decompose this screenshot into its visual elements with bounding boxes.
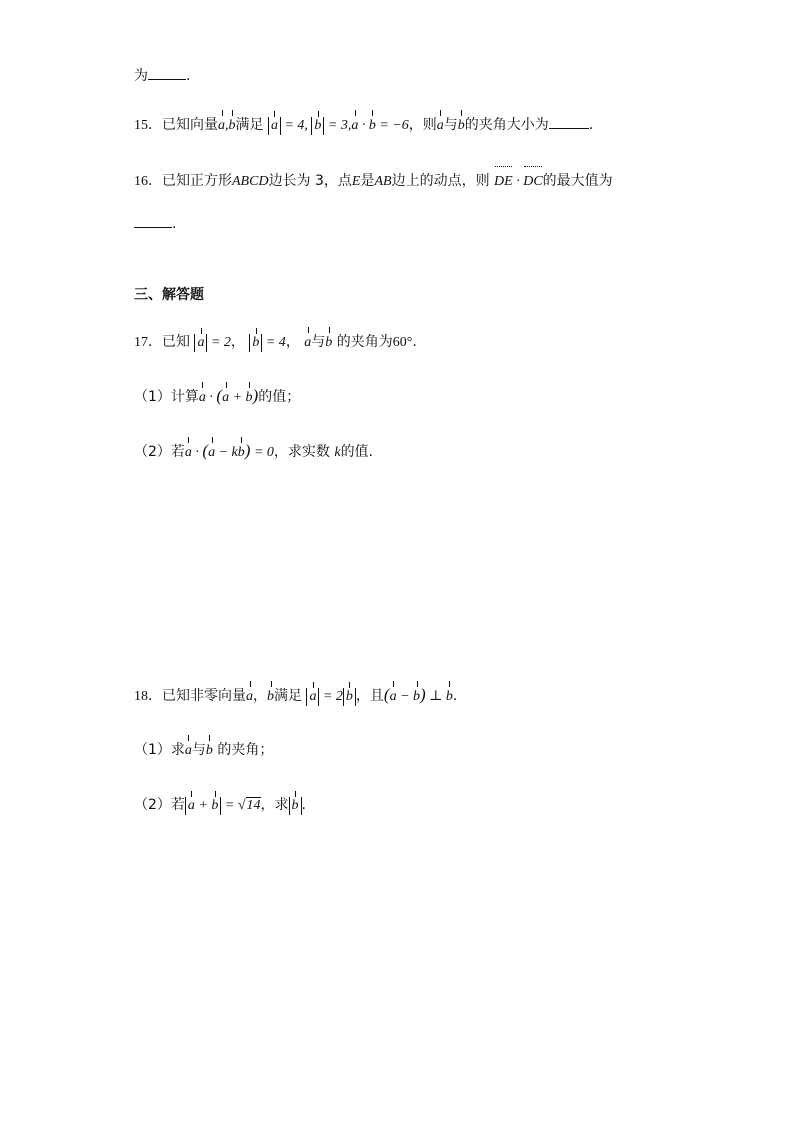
q14-tail-text: 为 [134,68,148,84]
q16-text-3: 是 [360,173,375,189]
q18-part-2 [134,795,306,816]
q15-text-1: 已知向量 [162,117,218,133]
q18-p2-target: b [289,798,302,813]
part-tail: 的夹角； [217,742,274,758]
q17-part-2 [134,441,373,463]
question-16 [134,171,613,192]
period: . [412,334,417,350]
q17-text-1: 已知 [162,334,190,350]
period: . [172,216,177,232]
q17-p1-expr: a · (a + b) [199,390,258,405]
question-17: 17．已知 a = 2， b = 4， a与b 的夹角为60°. [134,332,417,353]
side-ab: AB [374,174,392,189]
part-tail: ，求 [260,797,289,813]
question-18: 18．已知非零向量a，b满足 a = 2 b ，且(a − b) ⊥ b. [134,685,457,707]
vector-a: a [304,333,311,353]
q18-part-1 [134,740,273,761]
q15-text-2: 满足 [235,117,264,133]
q18-text-2: 满足 [274,688,302,704]
q15-text-3: ，则 [408,117,437,133]
part-label: （1）计算 [134,389,199,405]
q14-tail-line [134,66,190,86]
period: . [588,117,594,133]
q17-part-1 [134,386,300,408]
q17-cond-1: a = 2 [194,335,230,350]
part-label: （2）若 [134,797,185,813]
q15-text-4: 与 [443,117,458,133]
angle-value: 60° [392,335,413,350]
vector-b: b [206,741,213,761]
vector-a: a [437,116,444,136]
vector-b: b [458,116,465,136]
vector-b: b [325,333,332,353]
vector-a: a [246,687,253,707]
q16-text-1: 已知正方形 [162,173,232,189]
period: . [452,688,458,704]
q18-cond-2: (a − b) ⊥ b [384,689,453,704]
q18-text-1: 已知非零向量 [162,688,246,704]
question-number: 17． [134,335,162,350]
section-heading: 三、解答题 [134,287,204,303]
vector-a: a [185,741,192,761]
q16-text-5: 的最大值为 [542,173,613,189]
q17-cond-2: b = 4 [249,335,285,350]
q17-text-2: 与 [311,334,326,350]
question-number: 16． [134,174,162,189]
q15-vectors: a,b [218,118,236,133]
q16-answer-line [134,214,176,234]
q15-text-5: 的夹角大小为 [464,117,549,133]
q16-math: DE · DC [494,174,543,189]
part-label: （1）求 [134,742,185,758]
answer-blank [549,116,589,129]
q18-cond: a = 2 b [306,689,355,704]
q17-text-3: 的夹角为 [336,334,393,350]
part-tail: 的值； [258,389,301,405]
answer-blank [134,215,172,228]
answer-blank [148,67,186,80]
variable-k: k [334,445,341,460]
part-tail: ，求实数 [273,444,330,460]
period: . [301,797,306,813]
point-e: E [351,174,361,189]
part-label: （2）若 [134,444,185,460]
q17-p2-expr: a · (a − kb) = 0 [185,445,274,460]
q16-text-4: 边上的动点，则 [391,173,490,189]
vector-b: b [267,687,274,707]
question-number: 18． [134,689,162,704]
period: . [186,68,191,84]
q18-text-3: ，且 [355,688,384,704]
q15-math: a = 4, b = 3,a · b = −6 [268,118,409,133]
q16-text-2: 边长为 3，点 [268,173,352,189]
q18-p1-text-2: 与 [191,742,206,758]
square-name: ABCD [232,174,269,189]
q18-p2-expr: a + b = √14 [185,798,261,813]
question-number: 15． [134,118,162,133]
question-15 [134,115,593,136]
part-tail: 的值. [340,444,374,460]
